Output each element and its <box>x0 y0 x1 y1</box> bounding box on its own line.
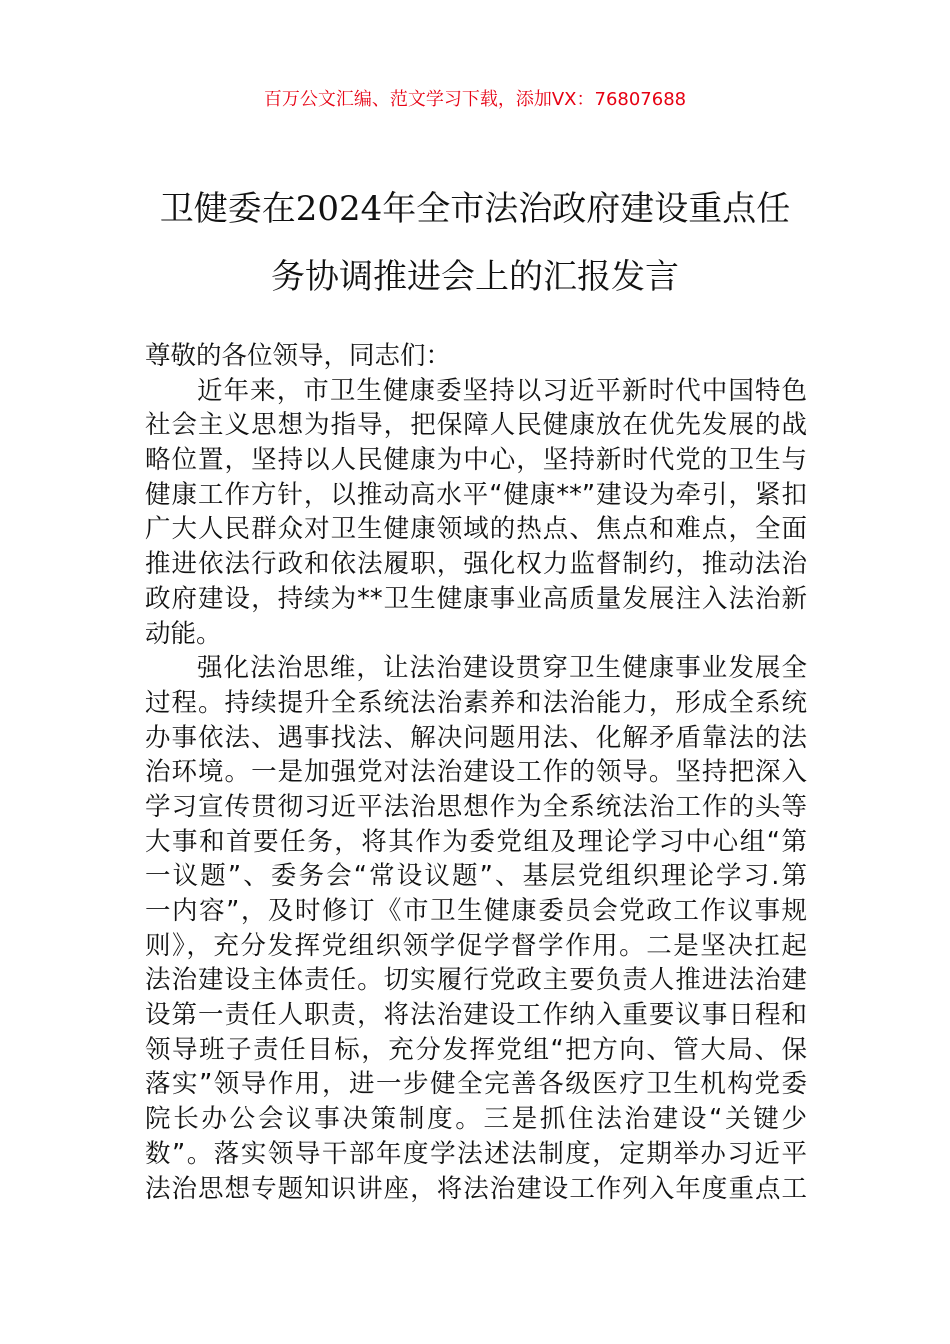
body-text-line: 近年来，市卫生健康委坚持以习近平新时代中国特色 <box>197 375 807 406</box>
body-text-line: 略位置，坚持以人民健康为中心，坚持新时代党的卫生与 <box>145 445 807 476</box>
body-text-line: 广大人民群众对卫生健康领域的热点、焦点和难点，全面 <box>145 514 807 545</box>
body-text-line: 学习宣传贯彻习近平法治思想作为全系统法治工作的头等 <box>145 791 807 822</box>
body-text-line: 法治思想专题知识讲座，将法治建设工作列入年度重点工 <box>145 1173 807 1204</box>
body-text-line: 一内容”，及时修订《市卫生健康委员会党政工作议事规 <box>145 896 807 926</box>
body-text-line: 健康工作方针，以推动高水平“健康**”建设为牵引，紧扣 <box>145 479 807 510</box>
body-text-line: 推进依法行政和依法履职，强化权力监督制约，推动法治 <box>145 549 807 580</box>
document-title-line-2: 务协调推进会上的汇报发言 <box>271 257 679 297</box>
body-text-line: 法治建设主体责任。切实履行党政主要负责人推进法治建 <box>145 965 807 996</box>
body-text-line: 一议题”、委务会“常设议题”、基层党组织理论学习.第 <box>145 861 807 892</box>
document-title-line-1: 卫健委在2024年全市法治政府建设重点任 <box>159 189 791 229</box>
body-text-line: 社会主义思想为指导，把保障人民健康放在优先发展的战 <box>145 410 807 441</box>
body-text-line: 强化法治思维，让法治建设贯穿卫生健康事业发展全 <box>197 653 807 684</box>
body-text-line: 则》，充分发挥党组织领学促学督学作用。二是坚决扛起 <box>145 930 807 961</box>
body-text-line: 落实”领导作用，进一步健全完善各级医疗卫生机构党委 <box>145 1069 807 1100</box>
body-text-line: 院长办公会议事决策制度。三是抓住法治建设“关键少 <box>145 1104 807 1135</box>
body-text-line: 动能。 <box>145 618 222 649</box>
body-text-line: 治环境。一是加强党对法治建设工作的领导。坚持把深入 <box>145 757 807 788</box>
body-text-line: 数”。落实领导干部年度学法述法制度，定期举办习近平 <box>145 1138 807 1169</box>
body-text-line: 过程。持续提升全系统法治素养和法治能力，形成全系统 <box>145 687 807 718</box>
body-text-line: 设第一责任人职责，将法治建设工作纳入重要议事日程和 <box>145 1000 807 1031</box>
body-text-line: 大事和首要任务，将其作为委党组及理论学习中心组“第 <box>145 826 807 857</box>
body-text-line: 尊敬的各位领导，同志们： <box>145 341 452 371</box>
body-text-line: 政府建设，持续为**卫生健康事业高质量发展注入法治新 <box>145 583 807 614</box>
body-text-line: 领导班子责任目标，充分发挥党组“把方向、管大局、保 <box>145 1034 807 1065</box>
document-body <box>145 339 807 1206</box>
promo-banner: 百万公文汇编、范文学习下载，添加VX：76807688 <box>263 89 687 110</box>
body-text-line: 办事依法、遇事找法、解决问题用法、化解矛盾靠法的法 <box>145 722 807 753</box>
